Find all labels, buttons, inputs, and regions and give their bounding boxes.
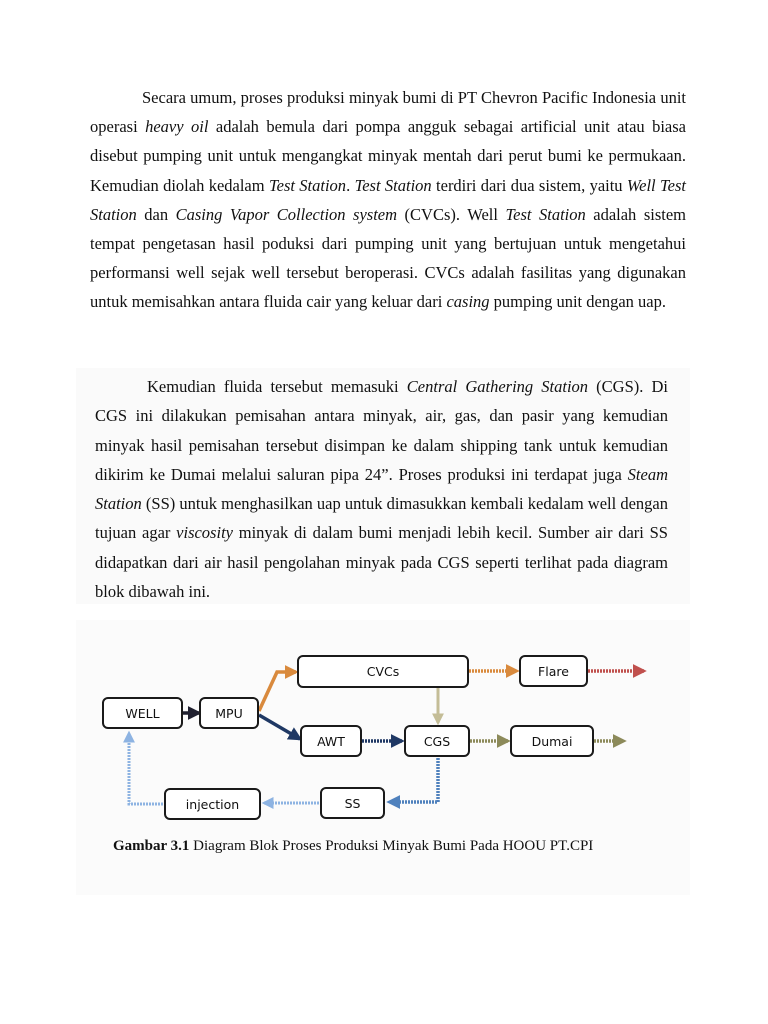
arrow-mpu-to-awt: [259, 715, 300, 739]
arrow-mpu-to-cvcs: [259, 672, 296, 711]
node-mpu: MPU: [199, 697, 259, 729]
italic-term: Steam Station: [95, 464, 668, 514]
text-run: minyak di dalam bumi menjadi lebih kecil. Sumber air dari SS didapatkan dari air hasil pengolahan minyak pada CGS seperti terlihat pada diagram blok dibawah ini.: [95, 523, 668, 602]
arrow-injection-to-well: [129, 733, 163, 804]
italic-term: Test Station: [268, 175, 347, 195]
italic-term: viscosity: [176, 523, 233, 543]
italic-term: Well Test Station: [90, 175, 686, 224]
text-run: (SS) untuk menghasilkan uap untuk dimasukkan kembali kedalam well dengan tujuan agar: [95, 494, 668, 543]
text-run: adalah bemula dari pompa angguk sebagai artificial unit atau biasa disebut pumping unit untuk mengangkat minyak mentah dari perut bumi ke permukaan. Kemudian diolah kedalam: [90, 117, 687, 195]
italic-term: Casing Vapor Collection system: [175, 204, 398, 224]
node-cgs: CGS: [404, 725, 470, 757]
arrow-cgs-to-ss: [389, 758, 438, 802]
italic-term: casing: [446, 292, 490, 312]
node-cvcs: CVCs: [297, 655, 469, 688]
node-well: WELL: [102, 697, 183, 729]
text-run: (CGS). Di CGS ini dilakukan pemisahan antara minyak, air, gas, dan pasir yang kemudian minyak hasil pemisahan tersebut disimpan ke dalam shipping tank untuk kemudian dikirim ke Dumai melalui saluran pipa 24”. Proses produksi ini terdapat juga: [95, 377, 668, 484]
italic-term: Central Gathering Station: [406, 377, 589, 396]
text-run: terdiri dari dua sistem, yaitu: [431, 175, 627, 195]
figure-caption: [113, 838, 593, 855]
text-run: dan: [136, 204, 176, 224]
italic-term: heavy oil: [145, 117, 209, 137]
text-run: .: [346, 175, 355, 195]
italic-term: Test Station: [354, 175, 432, 195]
text-run: pumping unit dengan uap.: [489, 292, 666, 312]
text-run: adalah sistem tempat pengetasan hasil poduksi dari pumping unit yang bertujuan untuk mengetahui performansi well sejak well tersebut beroperasi. CVCs adalah fasilitas yang digunakan untuk memisahkan antara fluida cair yang keluar dari: [90, 204, 686, 312]
italic-term: Test Station: [505, 204, 586, 224]
caption-label: Gambar 3.1: [113, 838, 190, 854]
text-run: (CVCs). Well: [397, 204, 506, 224]
node-awt: AWT: [300, 725, 362, 757]
node-injection: injection: [164, 788, 261, 820]
node-ss: SS: [320, 787, 385, 819]
text-run: Kemudian fluida tersebut memasuki: [147, 377, 407, 396]
text-run: Secara umum, proses produksi minyak bumi di PT Chevron Pacific Indonesia unit operasi: [90, 88, 686, 137]
node-flare: Flare: [519, 655, 588, 687]
node-dumai: Dumai: [510, 725, 594, 757]
caption-text: Diagram Blok Proses Produksi Minyak Bumi Pada HOOU PT.CPI: [189, 838, 594, 854]
